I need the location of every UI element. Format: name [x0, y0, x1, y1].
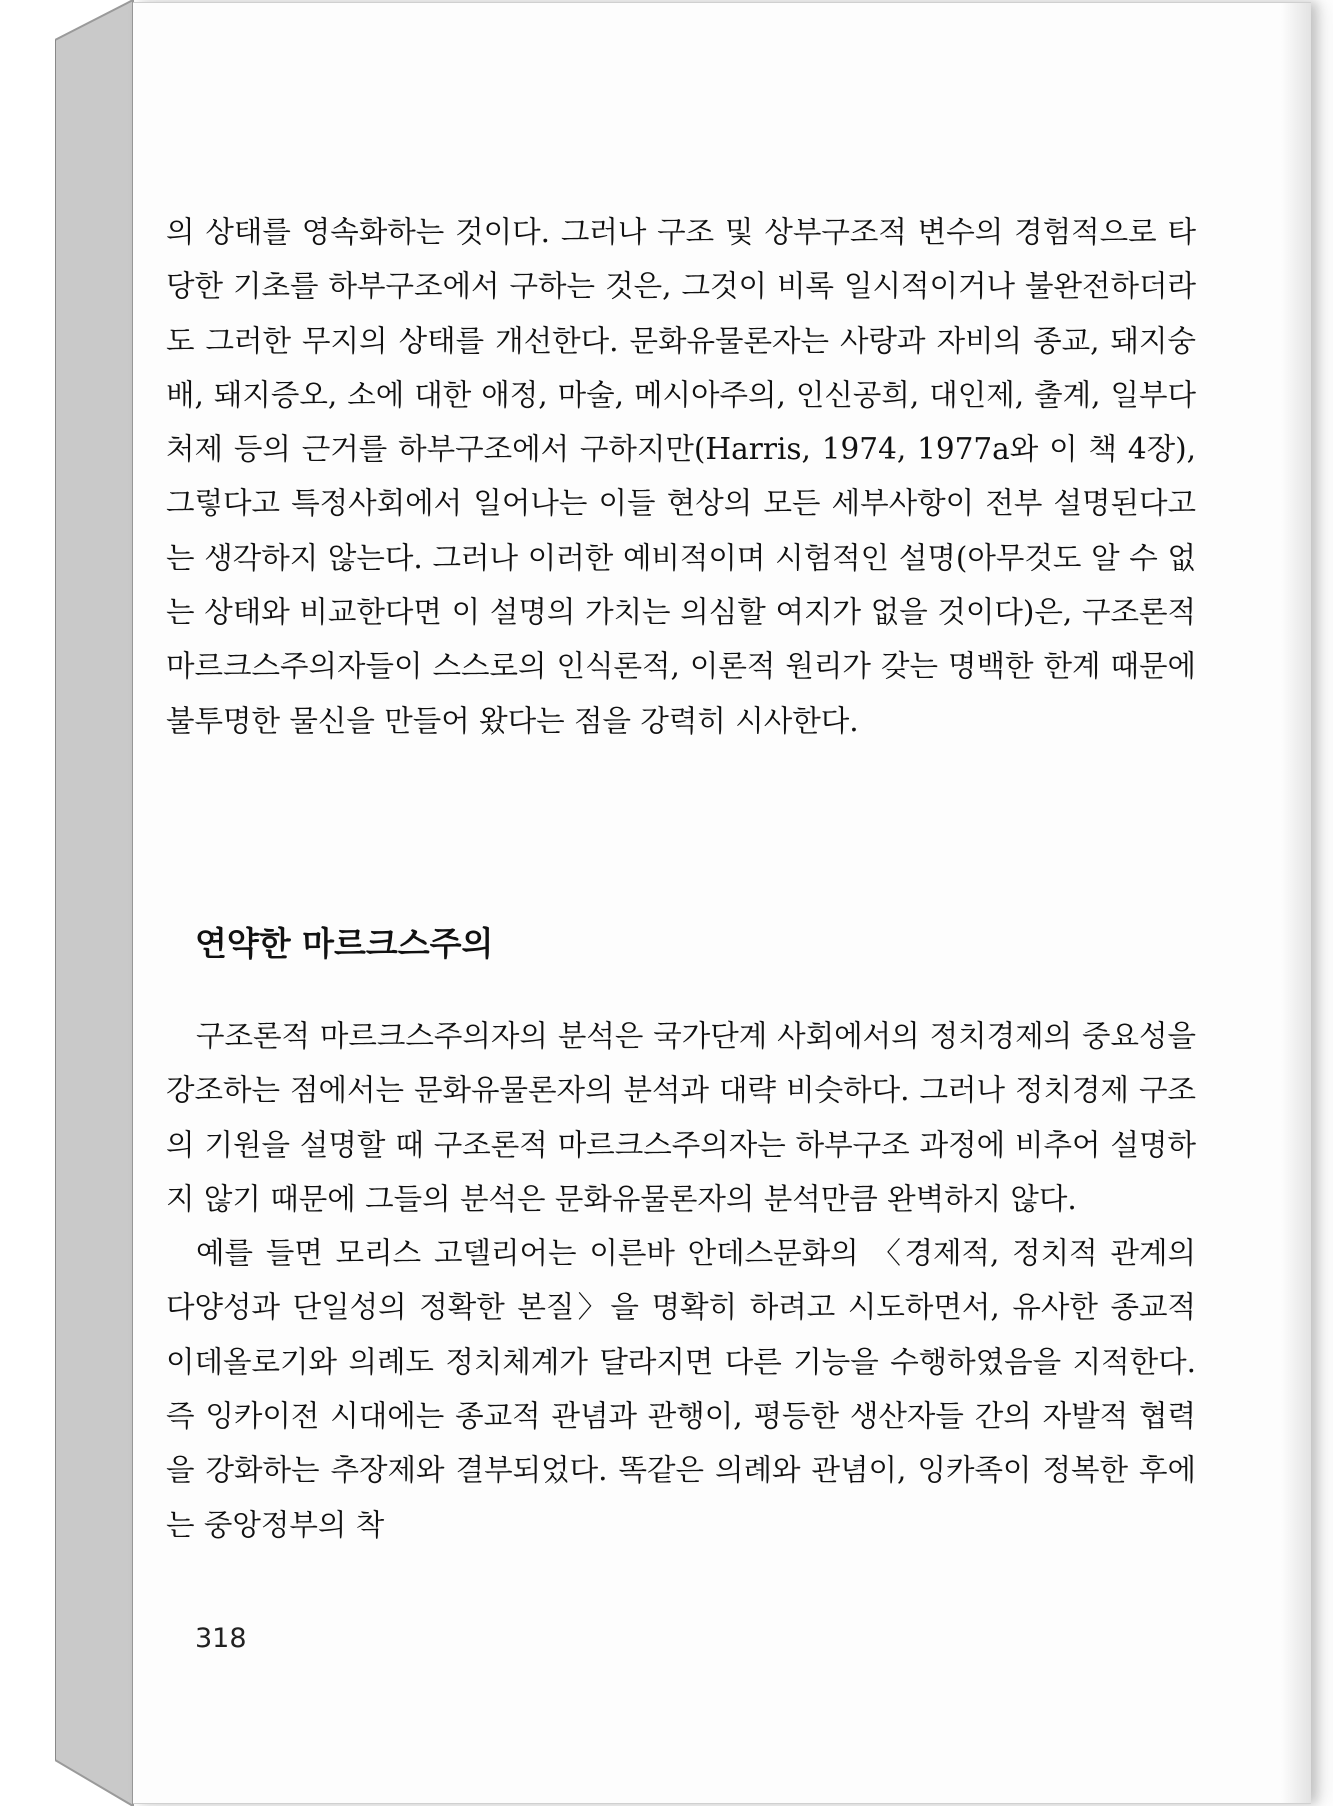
page-text-top	[166, 205, 1196, 748]
paragraph-2: 구조론적 마르크스주의자의 분석은 국가단계 사회에서의 정치경제의 중요성을 강조하는 점에서는 문화유물론자의 분석과 대략 비슷하다. 그러나 정치경제 구조의 기원을 설명할 때 구조론적 마르크스주의자는 하부구조 과정에 비추어 설명하지 않기 때문에 그들의 분석은 문화유물론자의 분석만큼 완벽하지 않다.	[166, 1019, 1196, 1216]
paragraph-3: 예를 들면 모리스 고델리어는 이른바 안데스문화의 〈경제적, 정치적 관계의 다양성과 단일성의 정확한 본질〉을 명확히 하려고 시도하면서, 유사한 종교적 이데올로기와 의례도 정치체계가 달라지면 다른 기능을 수행하였음을 지적한다. 즉 잉카이전 시대에는 종교적 관념과 관행이, 평등한 생산자들 간의 자발적 협력을 강화하는 추장제와 결부되었다. 똑같은 의례와 관념이, 잉카족이 정복한 후에는 중앙정부의 착	[166, 1236, 1196, 1542]
section-heading: 연약한 마르크스주의	[195, 924, 494, 963]
page-number: 318	[195, 1623, 247, 1654]
page-text-bottom	[166, 1009, 1196, 1552]
book-spine-graphic	[55, 0, 135, 1806]
paragraph-1: 의 상태를 영속화하는 것이다. 그러나 구조 및 상부구조적 변수의 경험적으로 타당한 기초를 하부구조에서 구하는 것은, 그것이 비록 일시적이거나 불완전하더라도 그러한 무지의 상태를 개선한다. 문화유물론자는 사랑과 자비의 종교, 돼지숭배, 돼지증오, 소에 대한 애정, 마술, 메시아주의, 인신공희, 대인제, 출계, 일부다처제 등의 근거를 하부구조에서 구하지만(Harris, 1974, 1977a와 이 책 4장), 그렇다고 특정사회에서 일어나는 이들 현상의 모든 세부사항이 전부 설명된다고는 생각하지 않는다. 그러나 이러한 예비적이며 시험적인 설명(아무것도 알 수 없는 상태와 비교한다면 이 설명의 가치는 의심할 여지가 없을 것이다)은, 구조론적 마르크스주의자들이 스스로의 인식론적, 이론적 원리가 갖는 명백한 한계 때문에 불투명한 물신을 만들어 왔다는 점을 강력히 시사한다.	[166, 215, 1196, 738]
page-edge-shadow	[1281, 3, 1311, 1803]
book-spine	[55, 0, 135, 1806]
